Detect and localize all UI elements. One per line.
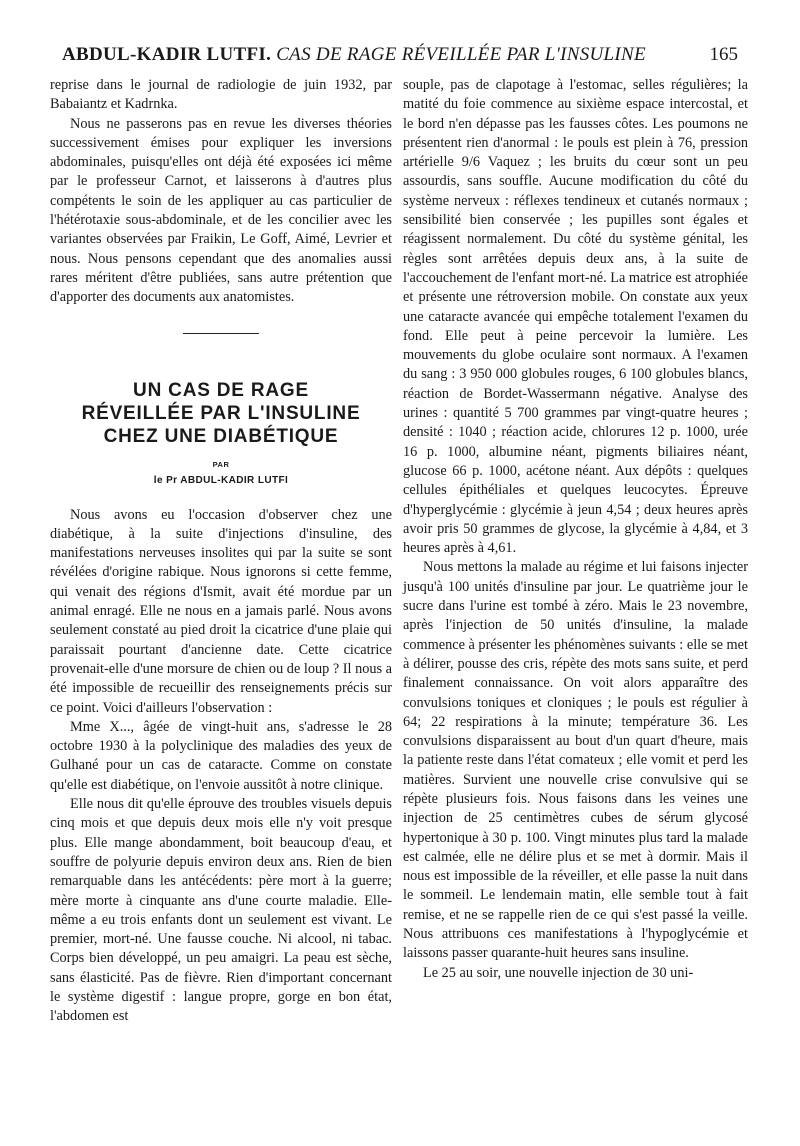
page-number: 165	[709, 44, 738, 65]
article-title	[50, 379, 392, 448]
article-title-line: CHEZ UNE DIABÉTIQUE	[103, 425, 339, 447]
author-line: le Pr ABDUL-KADIR LUTFI	[153, 474, 289, 486]
right-column	[403, 76, 748, 983]
section-divider	[183, 333, 259, 334]
paragraph: souple, pas de clapotage à l'estomac, selles régulières; la matité du foie commence au sixième espace intercostal, et le bord n'en dépasse pas les fausses côtes. Les poumons ne présentent rien d'anormal : le pouls est plein à 76, pression artérielle 9/6 Vaquez ; les bruits du cœur sont un peu assourdis, sans souffle. Aucune modification du côté du système nerveux : réflexes tendineux et cutanés normaux ; sensibilité bien conservée ; les pupilles sont égales et réagissent normalement. Du côté du système génital, les règles sont arrêtées depuis deux ans, à la suite de l'accouchement de l'enfant mort-né. La matrice est atrophiée et présente une rétroversion mobile. On constate aux yeux une cataracte avancée qui empêche totalement l'examen du fond. Elle peut à peine percevoir la lumière. Les mouvements du globe oculaire sont normaux. A l'examen du sang : 3 950 000 globules rouges, 6 100 globules blancs, réaction de Bordet-Wassermann négative. Analyse des urines : quantité 5 700 grammes par vingt-quatre heures ; densité : 1040 ; réaction acide, chlorures 12 p. 1000, urée 16 p. 1000, albumine néant, pigments biliaires néant, glucose 66 p. 1000, acétone néant. Aux dépôts : quelques cellules épithéliales et quelques leucocytes. Épreuve d'hyperglycémie : glycémie à jeun 4,54 ; deux heures après avoir pris 50 grammes de glycose, la glycémie à 4,84, et 3 heures après à 4,61.	[403, 77, 748, 557]
paragraph: Nous avons eu l'occasion d'observer chez une diabétique, à la suite d'injections d'insuline, des manifestations nerveuses insolites qui par la suite se sont révélées d'origine rabique. Nous ignorons si cette femme, qui venait des régions d'Ismit, avait été mordue par un animal enragé. Elle ne nous en a jamais parlé. Nous avons seulement constaté au pied droit la cicatrice d'une plaie qui paraissait pourtant d'ancienne date. Cette cicatrice provenait-elle d'une morsure de chien ou de loup ? Il nous a été impossible de recueillir des renseignements précis sur ce point. Voici d'ailleurs l'observation :	[50, 506, 393, 716]
header-author: ABDUL-KADIR LUTFI.	[62, 44, 272, 65]
paragraph: Nous ne passerons pas en revue les diverses théories successivement émises pour expliquer les inversions abdominales, puisqu'elles ont déjà été exposées ici même par le professeur Carnot, et laisserons à d'autres plus compétents le soin de les appliquer au cas particulier de l'hétérotaxie sous-abdominale, et de les concilier avec les variantes observées par Fraikin, Le Goff, Aimé, Levrier et nous. Nous pensons cependant que des anomalies aussi rares méritent d'être publiées, sans autre prétention que d'apporter des documents aux anatomistes.	[50, 115, 392, 306]
paragraph: Elle nous dit qu'elle éprouve des troubles visuels depuis cinq mois et que depuis deux mois elle n'y voit presque plus. Elle mange abondamment, boit beaucoup d'eau, et souffre de polyurie depuis environ deux ans. Rien de bien remarquable dans les antécédents: père mort à la guerre; mère morte à cinquante ans d'une courte maladie. Elle-même a eu trois enfants dont un seulement est vivant. Le premier, mort-né. Une fausse couche. Ni alcool, ni tabac. Corps bien développé, un peu amaigri. La peau est sèche, sans élasticité. Pas de fièvre. Rien d'important concernant le système digestif : langue propre, gorge en bon état, l'abdomen est	[50, 796, 392, 1025]
paragraph: reprise dans le journal de radiologie de juin 1932, par Babaiantz et Kadrnka.	[50, 77, 392, 113]
running-header	[62, 44, 738, 70]
by-label: PAR	[212, 459, 230, 469]
running-title	[62, 44, 646, 66]
paragraph: Le 25 au soir, une nouvelle injection de 30 uni-	[423, 964, 694, 981]
header-title: CAS DE RAGE RÉVEILLÉE PAR L'INSULINE	[276, 44, 646, 65]
article-title-line: UN CAS DE RAGE	[133, 379, 309, 401]
article-title-line: RÉVEILLÉE PAR L'INSULINE	[81, 402, 361, 424]
left-column	[50, 76, 392, 1027]
paragraph: Nous mettons la malade au régime et lui faisons injecter jusqu'à 100 unités d'insuline par jour. Le quatrième jour le sucre dans l'urine est tombé à zéro. Mais le 23 novembre, après l'injection de 50 unités d'insuline, la malade commence à présenter les phénomènes suivants : elle se met à délirer, pousse des cris, répète des mots sans suite, et perd finalement connaissance. On voit alors apparaître des convulsions toniques et cloniques ; le pouls est régulier à 64; 22 respirations à la minute; température 36. Les convulsions disparaissent au bout d'un quart d'heure, mais la patiente reste dans l'état comateux ; elle vomit et perd les matières. Survient une nouvelle crise convulsive qui se répète plusieurs fois. Nous faisons dans les veines une injection de 25 centimètres cubes de sérum glycosé hypertonique à 30 p. 100. Vingt minutes plus tard la malade est calmée, elle ne délire plus et se met à dormir. Mais il nous est impossible de la réveiller, et elle passe la nuit dans le sommeil. Le lendemain matin, elle semble tout à fait remise, et ne se rappelle rien de ce qui s'est passé la veille. Nous attribuons ces manifestations à l'hypoglycémie et laissons passer quarante-huit heures sans insuline.	[403, 559, 748, 962]
paragraph: Mme X..., âgée de vingt-huit ans, s'adresse le 28 octobre 1930 à la polyclinique des maladies des yeux de Gulhané pour un cas de cataracte. Comme on constate qu'elle est diabétique, on l'envoie aussitôt à notre clinique.	[50, 718, 392, 793]
